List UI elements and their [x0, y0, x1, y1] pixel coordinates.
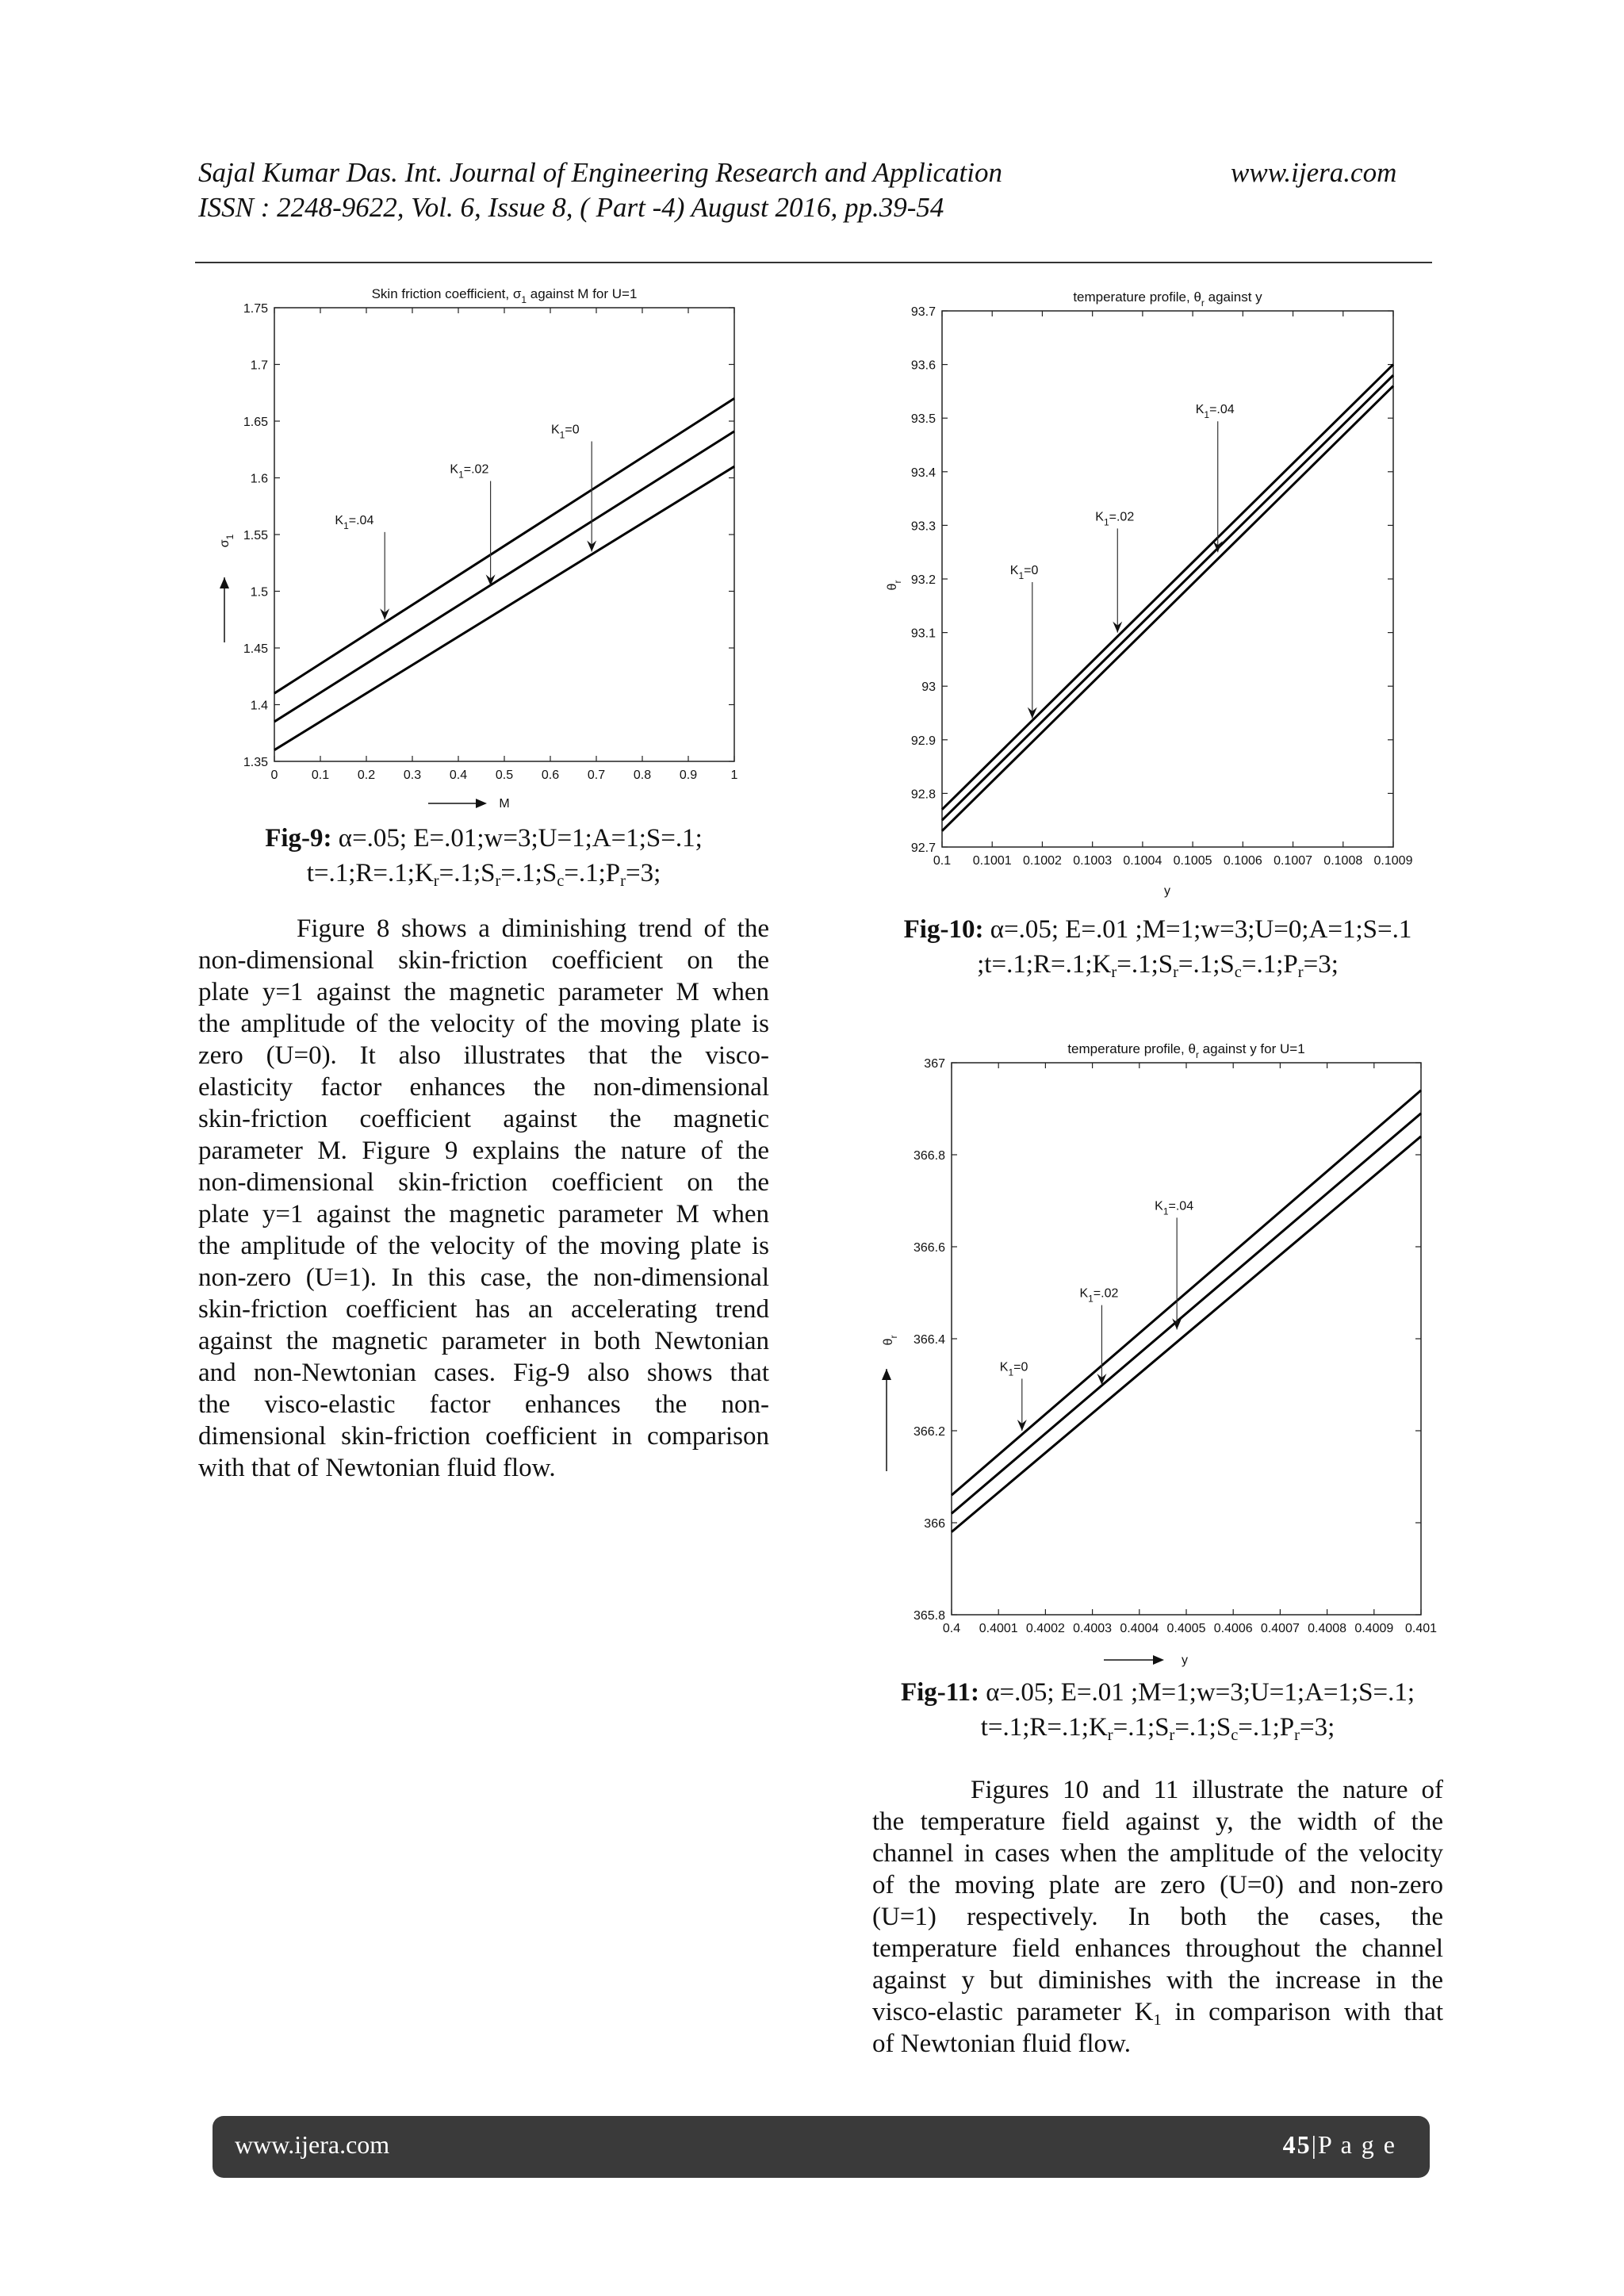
para-left-line: skin-friction coefficient against the magnetic — [198, 1105, 769, 1133]
fig10-annotation-label: $K_1=.02$ — [1095, 510, 1135, 528]
fig11-annotation-label: $K_1=.04$ — [1155, 1199, 1194, 1217]
para-left-line: parameter M. Figure 9 explains the nature of the — [198, 1137, 769, 1165]
fig10-ytick-label: 93.6 — [910, 358, 936, 373]
fig10-xtick-label: 0.1 — [933, 854, 952, 868]
fig10-xtick-label: 0.1001 — [972, 854, 1012, 868]
fig11-ylabel-group — [882, 1336, 899, 1346]
fig10-ytick-label: 92.9 — [910, 734, 936, 748]
fig9-caption-label: Fig-9: — [265, 824, 332, 853]
fig9-title: Skin friction coefficient, $\sigma_1$ against M for U=1 — [371, 286, 638, 305]
fig11-ytick-label: 367 — [924, 1057, 945, 1071]
fig10-xtick-label: 0.1004 — [1123, 854, 1162, 868]
fig9-xtick-label: 0.7 — [587, 769, 606, 782]
fig9-xtick-label: 0.4 — [449, 769, 468, 782]
fig11-xtick-label: 0.4005 — [1166, 1622, 1206, 1635]
para-right-line: channel in cases when the amplitude of the velocity — [872, 1839, 1443, 1868]
fig10-ylabel: $\theta_r$ — [886, 580, 903, 591]
fig10-ytick-label: 92.7 — [910, 841, 936, 855]
header-website[interactable]: www.ijera.com — [1231, 157, 1397, 188]
fig9-xtick-label: 0.3 — [403, 769, 422, 782]
para-right-line: the temperature field against y, the width of the — [872, 1807, 1443, 1836]
page-footer — [213, 2116, 1430, 2178]
fig11-title: temperature profile, $\theta_r$ against y for U=1 — [1067, 1041, 1305, 1060]
para-left-line: and non-Newtonian cases. Fig-9 also shows that — [198, 1359, 769, 1387]
fig10-xtick-label: 0.1002 — [1022, 854, 1062, 868]
fig11-xtick-label: 0.4003 — [1073, 1622, 1113, 1635]
fig9-xlabel: M — [499, 797, 510, 811]
fig11-series-line — [952, 1091, 1421, 1495]
fig9-ytick-label: 1.45 — [243, 642, 268, 656]
para-right-line: temperature field enhances throughout the channel — [872, 1934, 1443, 1963]
fig9-xtick-label: 0.9 — [679, 769, 698, 782]
fig11-caption-label: Fig-11: — [900, 1678, 979, 1707]
para-left-line: with that of Newtonian fluid flow. — [198, 1454, 556, 1482]
fig11-axes-frame — [952, 1063, 1421, 1615]
para-right-line: Figures 10 and 11 illustrate the nature of — [971, 1776, 1443, 1804]
para-right-line: (U=1) respectively. In both the cases, the — [872, 1903, 1443, 1931]
fig10-caption-params-1: α=.05; E=.01 ;M=1;w=3;U=0;A=1;S=.1 — [990, 915, 1412, 944]
fig11-annotation-label: $K_1=.02$ — [1079, 1286, 1119, 1305]
para-left-line: Figure 8 shows a diminishing trend of the — [297, 914, 769, 943]
fig11-caption — [872, 1675, 1443, 1745]
fig11-xtick-label: 0.4004 — [1120, 1622, 1159, 1635]
fig10-xlabel: y — [1164, 884, 1170, 898]
para-left-line: plate y=1 against the magnetic parameter M when — [198, 1200, 769, 1228]
fig11-xtick-label: 0.4009 — [1354, 1622, 1394, 1635]
fig11-xtick-label: 0.4002 — [1025, 1622, 1065, 1635]
para-left-line: non-zero (U=1). In this case, the non-dimensional — [198, 1263, 769, 1292]
fig9-caption-params-2: $t=.1;R=.1;K_r=.1;S_r=.1;S_c=.1;P_r=3$; — [306, 859, 661, 891]
fig9-xtick-label: 0.6 — [541, 769, 560, 782]
fig11-ylabel: $\theta_r$ — [882, 1335, 899, 1346]
fig9-ylabel: $\sigma_1$ — [218, 534, 236, 548]
fig10-xtick-label: 0.1003 — [1073, 854, 1113, 868]
fig11-ylabel-arrowhead — [882, 1369, 891, 1380]
page-label: |P a g e — [1311, 2130, 1396, 2159]
footer-website[interactable]: www.ijera.com — [235, 2130, 390, 2159]
para-right-line: of Newtonian fluid flow. — [872, 2030, 1131, 2058]
para-left-line: elasticity factor enhances the non-dimensional — [198, 1073, 769, 1102]
fig11-xtick-label: 0.4007 — [1260, 1622, 1300, 1635]
fig10-xtick-label: 0.1005 — [1173, 854, 1212, 868]
fig9-xtick-label: 1 — [730, 769, 738, 782]
para-left-line: the amplitude of the velocity of the moving plate is — [198, 1010, 769, 1038]
fig10-ytick-label: 93.2 — [910, 573, 936, 587]
footer-page-number — [1283, 2130, 1396, 2160]
fig10-caption-label: Fig-10: — [903, 915, 984, 944]
fig9-ytick-label: 1.75 — [243, 302, 268, 316]
body-paragraph-left — [198, 913, 769, 1484]
para-left-line: the visco-elastic factor enhances the non- — [198, 1390, 769, 1419]
fig10-xtick-label: 0.1008 — [1323, 854, 1363, 868]
fig10-ytick-label: 93.3 — [910, 519, 936, 534]
fig10-ytick-label: 93.7 — [910, 305, 936, 319]
fig11-xtick-label: 0.4006 — [1213, 1622, 1253, 1635]
fig11-series-line — [952, 1137, 1421, 1532]
para-left-line: the amplitude of the velocity of the moving plate is — [198, 1232, 769, 1260]
fig10-xtick-label: 0.1009 — [1373, 854, 1413, 868]
fig9-xtick-label: 0.2 — [357, 769, 376, 782]
fig10-caption-params-2: $;t=.1;R=.1;K_r=.1;S_r=.1;S_c=.1;P_r=3$; — [977, 950, 1339, 982]
fig10-ytick-label: 93.4 — [910, 466, 936, 480]
para-left-line: skin-friction coefficient has an accelerating trend — [198, 1295, 769, 1324]
fig9-ytick-label: 1.7 — [250, 358, 268, 373]
fig9-annotation-label: $K_1=.04$ — [335, 513, 374, 531]
fig11-xtick-label: 0.4008 — [1308, 1622, 1347, 1635]
fig9-ytick-label: 1.4 — [250, 699, 268, 713]
fig11-xlabel: y — [1182, 1654, 1188, 1667]
fig11-xtick-label: 0.4001 — [979, 1622, 1018, 1635]
para-right-line: visco-elastic parameter $K_1$ in comparison with that — [872, 1998, 1443, 2030]
fig10-ytick-label: 93 — [921, 680, 936, 695]
fig9-xtick-label: 0.8 — [633, 769, 652, 782]
header-issn-line: ISSN : 2248-9622, Vol. 6, Issue 8, ( Part -4) August 2016, pp.39-54 — [198, 192, 944, 223]
para-left-line: plate y=1 against the magnetic parameter M when — [198, 978, 769, 1006]
fig11-series-line — [952, 1114, 1421, 1514]
fig9-caption-params-1: α=.05; E=.01;w=3;U=1;A=1;S=.1; — [338, 824, 703, 853]
fig11-xtick-label: 0.4 — [942, 1622, 961, 1635]
fig9-xtick-label: 0.1 — [311, 769, 330, 782]
fig9-ytick-label: 1.35 — [243, 756, 268, 769]
para-left-line: against the magnetic parameter in both Newtonian — [198, 1327, 769, 1355]
fig10-xtick-label: 0.1007 — [1274, 854, 1313, 868]
fig10-xtick-label: 0.1006 — [1223, 854, 1262, 868]
fig11-ytick-label: 366.4 — [913, 1333, 945, 1347]
para-right-line: of the moving plate are zero (U=0) and non-zero — [872, 1871, 1443, 1899]
fig10-title: temperature profile, $\theta_r$ against y — [1073, 289, 1262, 309]
fig10-ytick-label: 93.5 — [910, 412, 936, 427]
fig11-caption-params-2: $t=.1;R=.1;K_r=.1;S_r=.1;S_c=.1;P_r=3$; — [980, 1713, 1335, 1745]
fig10-annotation-label: $K_1=.04$ — [1195, 403, 1235, 421]
fig11-caption-params-1: α=.05; E=.01 ;M=1;w=3;U=1;A=1;S=.1; — [986, 1678, 1415, 1707]
fig9-xtick-label: 0 — [270, 769, 278, 782]
fig9-ytick-label: 1.65 — [243, 416, 268, 429]
fig11-ytick-label: 366.2 — [913, 1425, 945, 1439]
fig9-ytick-label: 1.6 — [250, 472, 268, 486]
para-left-line: non-dimensional skin-friction coefficient on the — [198, 1168, 769, 1197]
fig9-annotation-label: $K_1=.02$ — [450, 462, 489, 481]
fig9-xtick-label: 0.5 — [495, 769, 514, 782]
para-left-line: dimensional skin-friction coefficient in comparison — [198, 1422, 769, 1451]
fig9-ytick-label: 1.55 — [243, 529, 268, 542]
journal-citation: Sajal Kumar Das. Int. Journal of Engineering Research and Application — [198, 157, 1002, 188]
fig11-annotation-label: $K_1=0$ — [999, 1360, 1028, 1378]
fig10-ytick-label: 92.8 — [910, 788, 936, 802]
fig11-ytick-label: 366.6 — [913, 1241, 945, 1255]
fig9-annotation-label: $K_1=0$ — [551, 423, 580, 441]
fig10-annotation-label: $K_1=0$ — [1009, 564, 1039, 581]
fig11-xtick-label: 0.401 — [1404, 1622, 1438, 1635]
page-number: 45 — [1282, 2130, 1312, 2159]
para-right-line: against y but diminishes with the increase in the — [872, 1966, 1443, 1995]
fig11-xlabel-arrowhead — [1153, 1655, 1164, 1665]
fig11-ytick-label: 365.8 — [913, 1609, 945, 1623]
fig9-ytick-label: 1.5 — [250, 585, 268, 600]
body-paragraph-right — [872, 1774, 1443, 2060]
fig11-ytick-label: 366.8 — [913, 1149, 945, 1163]
para-left-line: non-dimensional skin-friction coefficient on the — [198, 946, 769, 975]
para-left-line: zero (U=0). It also illustrates that the visco- — [198, 1041, 769, 1070]
fig10-ytick-label: 93.1 — [910, 627, 936, 641]
fig11-ytick-label: 366 — [924, 1517, 945, 1531]
